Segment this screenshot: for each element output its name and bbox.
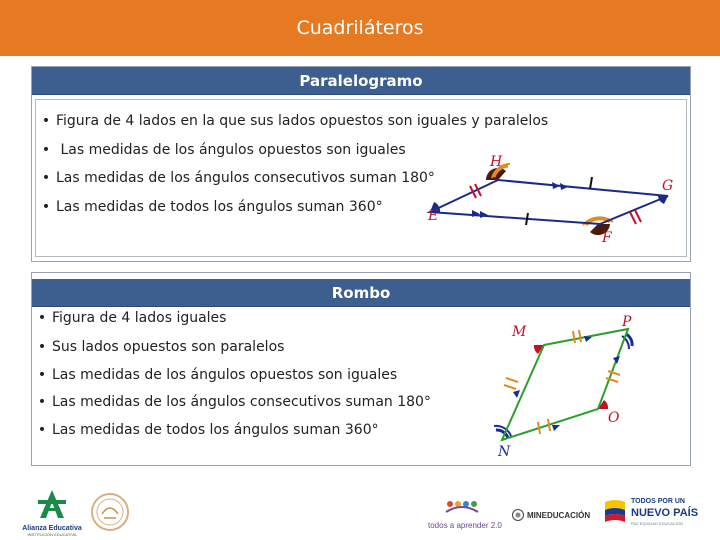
page-title: Cuadriláteros [296, 17, 424, 39]
bullet-icon: • [37, 310, 47, 326]
list-item-text: Las medidas de los ángulos opuestos son iguales [52, 367, 398, 383]
seal-logo [90, 492, 130, 537]
footer-logos [0, 478, 720, 540]
list-item [32, 310, 226, 326]
nuevo-pais-line3: PAZ EQUIDAD EDUCACIÓN [631, 521, 683, 526]
todos-aprender-icon [428, 498, 498, 516]
list-item [32, 367, 397, 383]
alianza-subtitle: INSTITUCIÓN EDUCATIVA [27, 532, 77, 537]
list-item-text: Las medidas de los ángulos opuestos son iguales [56, 142, 406, 158]
todos-aprender-text: todos a aprender 2.0 [428, 521, 502, 530]
vertex-label-g: G [662, 178, 674, 194]
list-item-text: Las medidas de todos los ángulos suman 360° [56, 199, 383, 215]
alianza-name: Alianza Educativa [22, 525, 82, 532]
list-item-text: Las medidas de los ángulos consecutivos suman 180° [56, 170, 435, 186]
mineducacion-logo [512, 508, 590, 522]
bullet-icon: • [41, 142, 51, 158]
list-item [36, 113, 548, 129]
rhombus-arrows [513, 336, 620, 431]
list-item [32, 422, 379, 438]
list-item-text: Las medidas de los ángulos consecutivos suman 180° [52, 394, 431, 410]
bullet-icon: • [41, 170, 51, 186]
list-item [36, 199, 383, 215]
seal-icon [90, 492, 130, 532]
rhombus-side-ticks [504, 330, 620, 434]
bullet-icon: • [37, 422, 47, 438]
parallelogram-arrows [472, 182, 568, 218]
rhombus-header-label: Rombo [331, 283, 391, 302]
list-item [36, 170, 435, 186]
bullet-icon: • [37, 367, 47, 383]
parallelogram-header [32, 67, 690, 95]
mineducacion-text: MINEDUCACIÓN [527, 510, 591, 520]
list-item-text: Sus lados opuestos son paralelos [52, 339, 285, 355]
rhombus-figure [480, 312, 660, 462]
bullet-icon: • [37, 339, 47, 355]
list-item-text: Las medidas de todos los ángulos suman 360° [52, 422, 379, 438]
bullet-icon: • [41, 113, 51, 129]
list-item [36, 142, 406, 158]
alianza-logo [20, 488, 84, 538]
bullet-icon: • [37, 394, 47, 410]
vertex-label-e: E [428, 208, 439, 224]
bullet-icon: • [41, 199, 51, 215]
list-item-text: Figura de 4 lados en la que sus lados opuestos son iguales y paralelos [56, 113, 549, 129]
vertex-label-m: M [512, 324, 527, 340]
nuevo-pais-logo [603, 496, 713, 536]
vertex-label-f: F [602, 230, 612, 246]
parallelogram-header-label: Paralelogramo [299, 71, 423, 90]
vertex-label-p: P [622, 314, 632, 330]
todos-aprender-logo [428, 498, 502, 534]
alianza-icon [20, 488, 84, 520]
list-item [32, 394, 431, 410]
nuevo-pais-line2: NUEVO PAÍS [631, 507, 699, 519]
colombia-flag-icon [603, 498, 627, 528]
shield-icon [512, 509, 524, 521]
page-title-bar [0, 0, 720, 56]
vertex-label-h: H [490, 154, 503, 170]
vertex-label-o: O [608, 410, 620, 426]
list-item-text: Figura de 4 lados iguales [52, 310, 227, 326]
list-item [32, 339, 284, 355]
parallelogram-figure [410, 150, 690, 250]
vertex-label-n: N [498, 444, 511, 460]
nuevo-pais-line1: TODOS POR UN [631, 498, 685, 505]
rhombus-header [32, 279, 690, 307]
